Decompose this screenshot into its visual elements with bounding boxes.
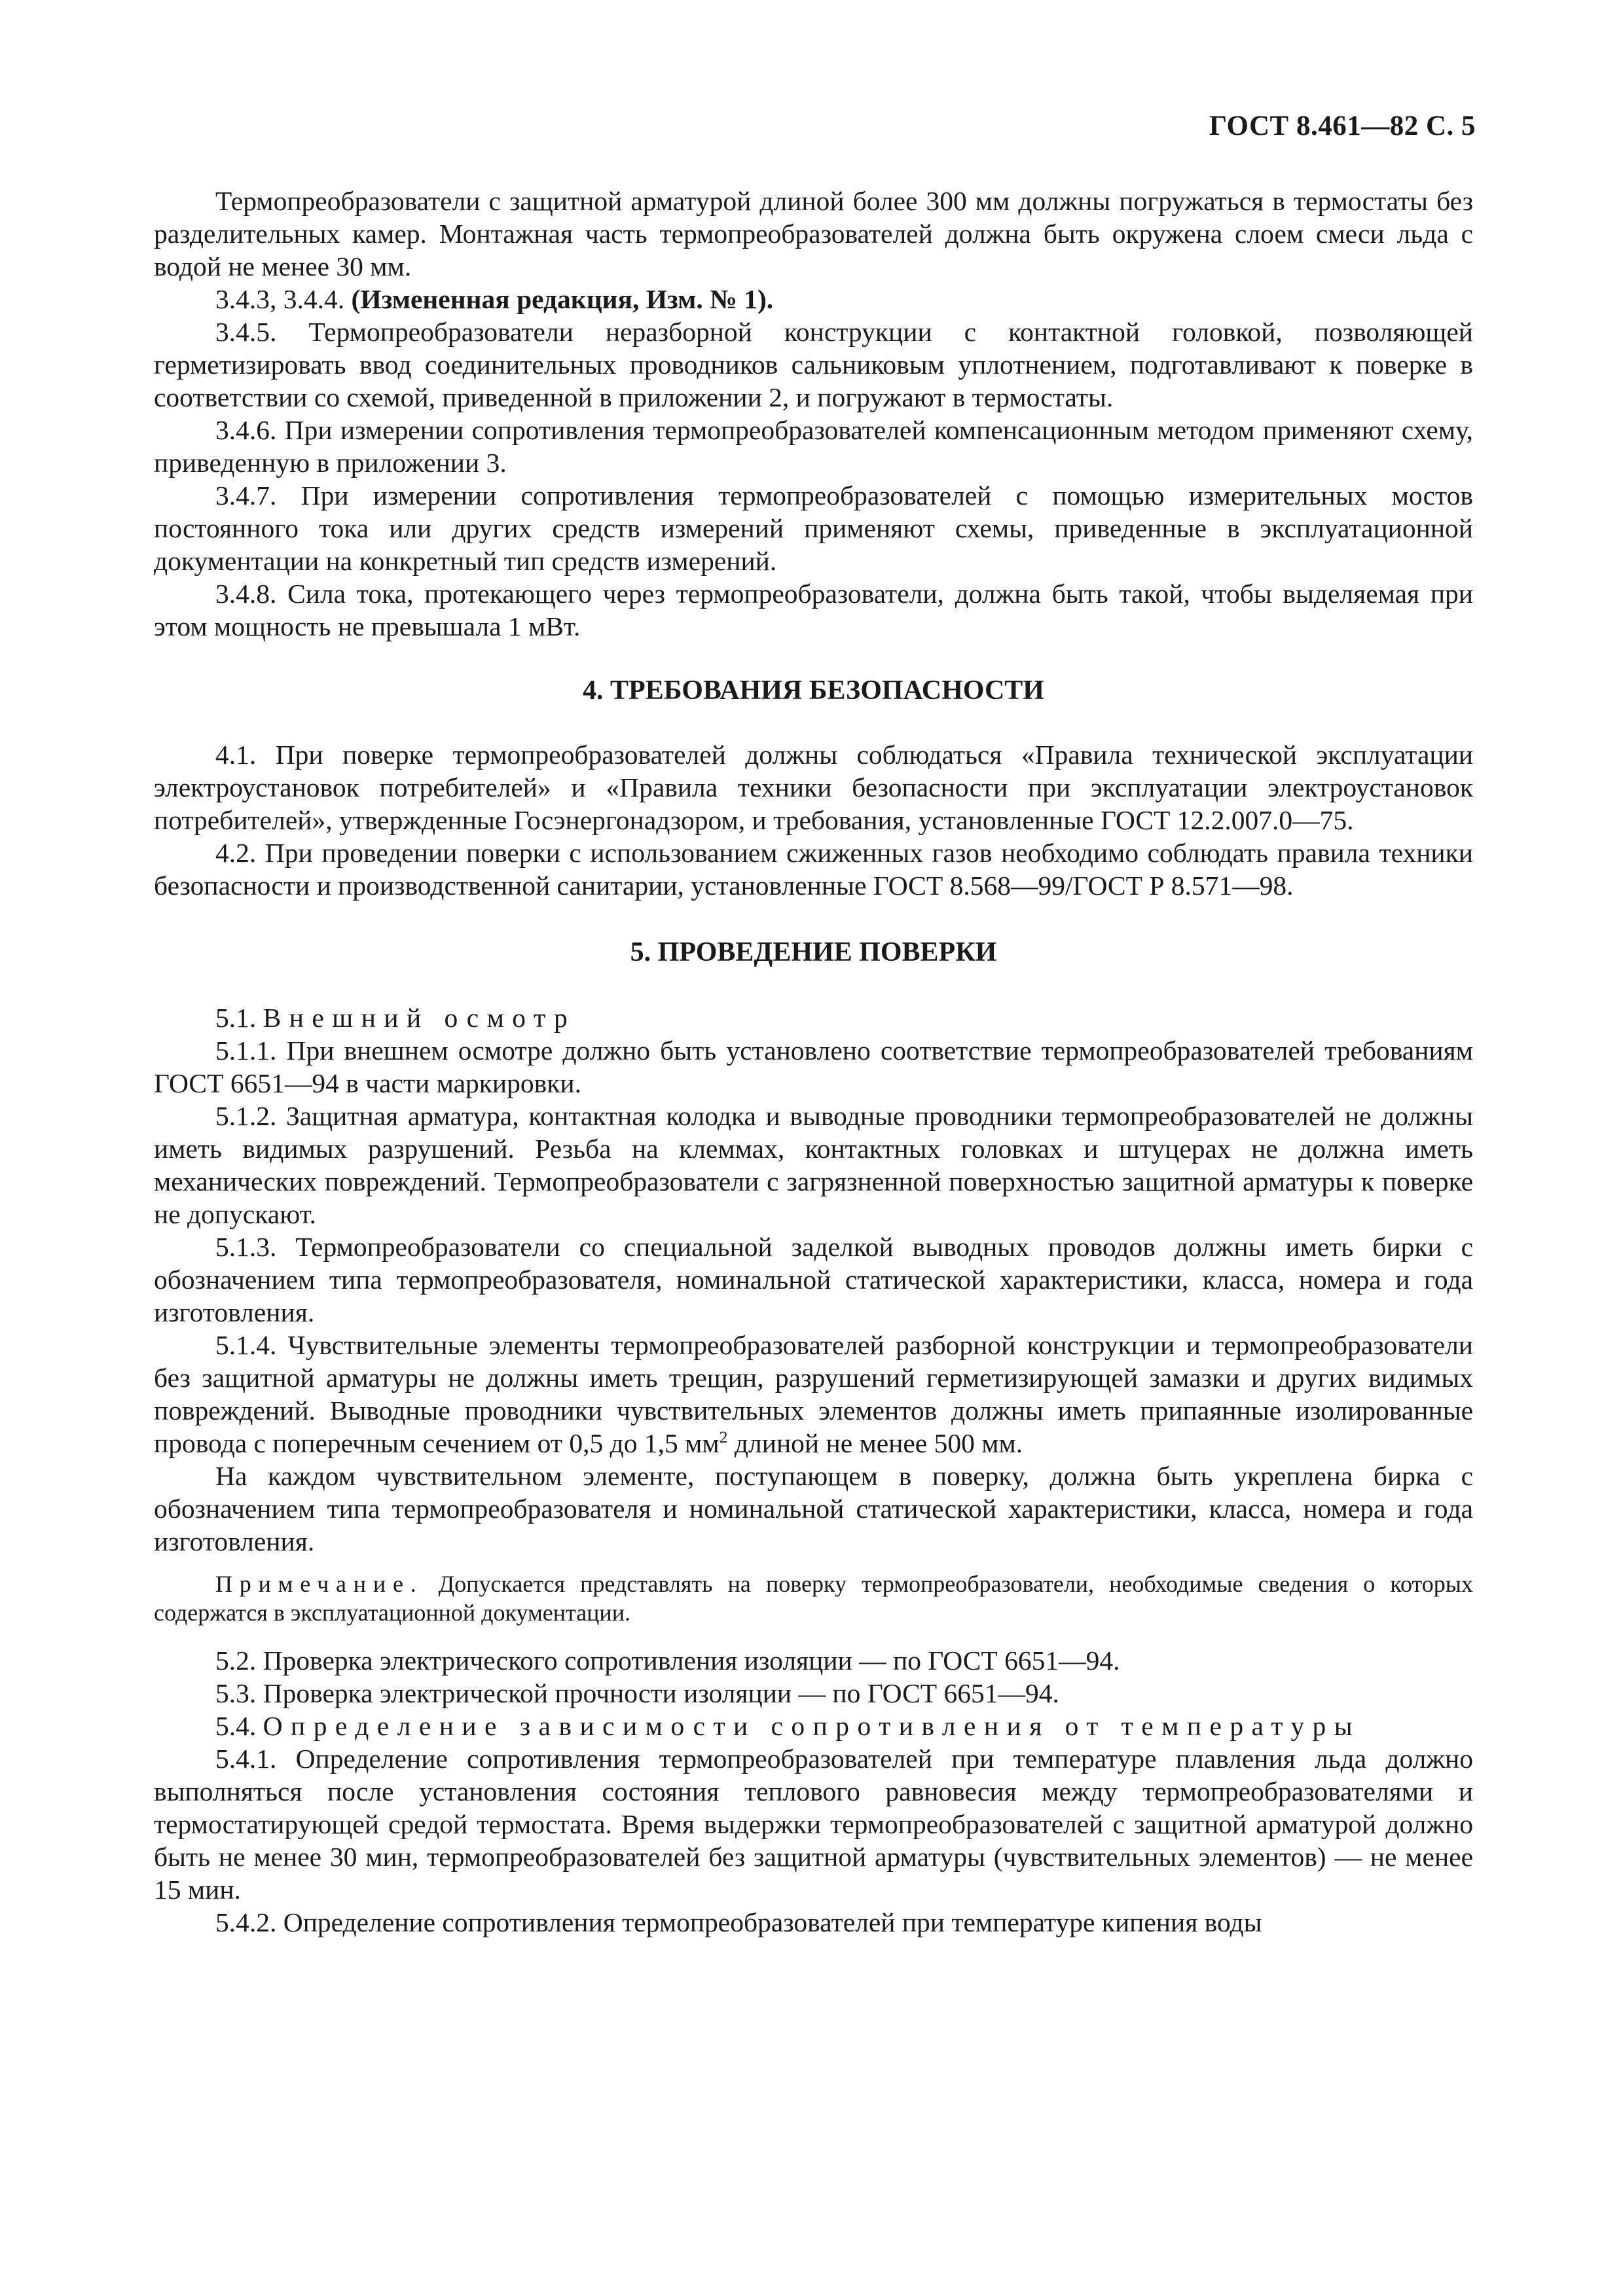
paragraph-5-1-4 [154,1329,1473,1460]
paragraph-5-4 [154,1710,1473,1742]
paragraph-3-4-8: 3.4.8. Сила тока, протекающего через термопреобразователи, должна быть такой, чтобы выделяемая при этом мощность не превышала 1 мВт. [154,579,1473,641]
section-5-heading: 5. ПРОВЕДЕНИЕ ПОВЕРКИ [630,937,997,967]
paragraph-5-1-3: 5.1.3. Термопреобразователи со специальной заделкой выводных проводов должны иметь бирки с обозначением типа термопреобразователя, номинальной статической характеристики, класса, номера и года изготовления. [154,1232,1473,1327]
subsection-title: Определение зависимости сопротивления от температуры [263,1711,1361,1741]
paragraph-5-1-1: 5.1.1. При внешнем осмотре должно быть установлено соответствие термопреобразователей требованиям ГОСТ 6651—94 в части маркировки. [154,1035,1473,1098]
note-text: Допускается представлять на поверку термопреобразователи, необходимые сведения о которых содержатся в эксплуатационной документации. [154,1571,1473,1626]
page-header: ГОСТ 8.461—82 С. 5 [1209,111,1476,141]
subsection-title: Внешний осмотр [263,1003,576,1033]
paragraph-5-3: 5.3. Проверка электрической прочности изоляции — по ГОСТ 6651—94. [215,1678,1059,1708]
paragraph-3-4-2-cont: Термопреобразователи с защитной арматурой длиной более 300 мм должны погружаться в термостаты без разделительных камер. Монтажная часть термопреобразователей должна быть окружена слоем смеси льда с водой не менее 30 мм. [154,186,1473,281]
paragraph-5-1-2: 5.1.2. Защитная арматура, контактная колодка и выводные проводники термопреобразователей не должны иметь видимых разрушений. Резьба на клеммах, контактных головках и штуцерах не должна иметь механических повреждений. Термопреобразователи с загрязненной поверхностью защитной арматуры к поверке не допускают. [154,1101,1473,1229]
paragraph-text: 5.1.4. Чувствительные элементы термопреобразователей разборной конструкции и термопреобразователи без защитной арматуры не должны иметь трещин, разрушений герметизирующей замазки и других видимых повреждений. Выводные проводники чувствительных элементов должны иметь припаянные изолированные провода с поперечным сечением от 0,5 до 1,5 мм [154,1330,1473,1458]
superscript: 2 [719,1427,728,1447]
paragraph-number: 3.4.3, 3.4.4. [215,284,352,314]
section-4-heading: 4. ТРЕБОВАНИЯ БЕЗОПАСНОСТИ [583,675,1044,706]
paragraph-5-1-4-cont: На каждом чувствительном элементе, поступающем в поверку, должна быть укреплена бирка с обозначением типа термопреобразователя и номинальной статической характеристики, класса, номера и года изготовления. [154,1461,1473,1556]
paragraph-5-4-1: 5.4.1. Определение сопротивления термопреобразователей при температуре плавления льда должно выполняться после установления состояния теплового равновесия между термопреобразователями и термостатирующей средой термостата. Время выдержки термопреобразователей с защитной арматурой должно быть не менее 30 мин, термопреобразователей без защитной арматуры (чувствительных элементов) — не менее 15 мин. [154,1744,1473,1905]
paragraph-5-1 [154,1001,1473,1034]
document-body [154,185,1473,1939]
paragraph-3-4-5: 3.4.5. Термопреобразователи неразборной конструкции с контактной головкой, позволяющей герметизировать ввод соединительных проводников сальниковым уплотнением, подготавливают к поверке в соответствии со схемой, приведенной в приложении 2, и погружают в термостаты. [154,317,1473,412]
paragraph-5-4-2: 5.4.2. Определение сопротивления термопреобразователей при температуре кипения воды [215,1907,1262,1937]
paragraph-5-2: 5.2. Проверка электрического сопротивления изоляции — по ГОСТ 6651—94. [215,1645,1120,1676]
note-label: Примечание. [215,1571,424,1597]
amendment-note: (Измененная редакция, Изм. № 1). [351,284,774,314]
paragraph-3-4-6: 3.4.6. При измерении сопротивления термопреобразователей компенсационным методом применяют схему, приведенную в приложении 3. [154,415,1473,478]
paragraph-number: 5.4. [215,1711,263,1741]
note-block [154,1570,1473,1627]
paragraph-number: 5.1. [215,1003,263,1033]
note-paragraph [154,1570,1473,1627]
paragraph-text: длиной не менее 500 мм. [727,1428,1023,1458]
paragraph-4-2: 4.2. При проведении поверки с использованием сжиженных газов необходимо соблюдать правила техники безопасности и производственной санитарии, установленные ГОСТ 8.568—99/ГОСТ Р 8.571—98. [154,838,1473,901]
paragraph-3-4-7: 3.4.7. При измерении сопротивления термопреобразователей с помощью измерительных мостов постоянного тока или других средств измерений применяют схемы, приведенные в эксплуатационной документации на конкретный тип средств измерений. [154,480,1473,576]
paragraph-4-1: 4.1. При поверке термопреобразователей должны соблюдаться «Правила технической эксплуатации электроустановок потребителей» и «Правила техники безопасности при эксплуатации электроустановок потребителей», утвержденные Госэнергонадзором, и требования, установленные ГОСТ 12.2.007.0—75. [154,740,1473,835]
paragraph-3-4-3 [154,283,1473,315]
